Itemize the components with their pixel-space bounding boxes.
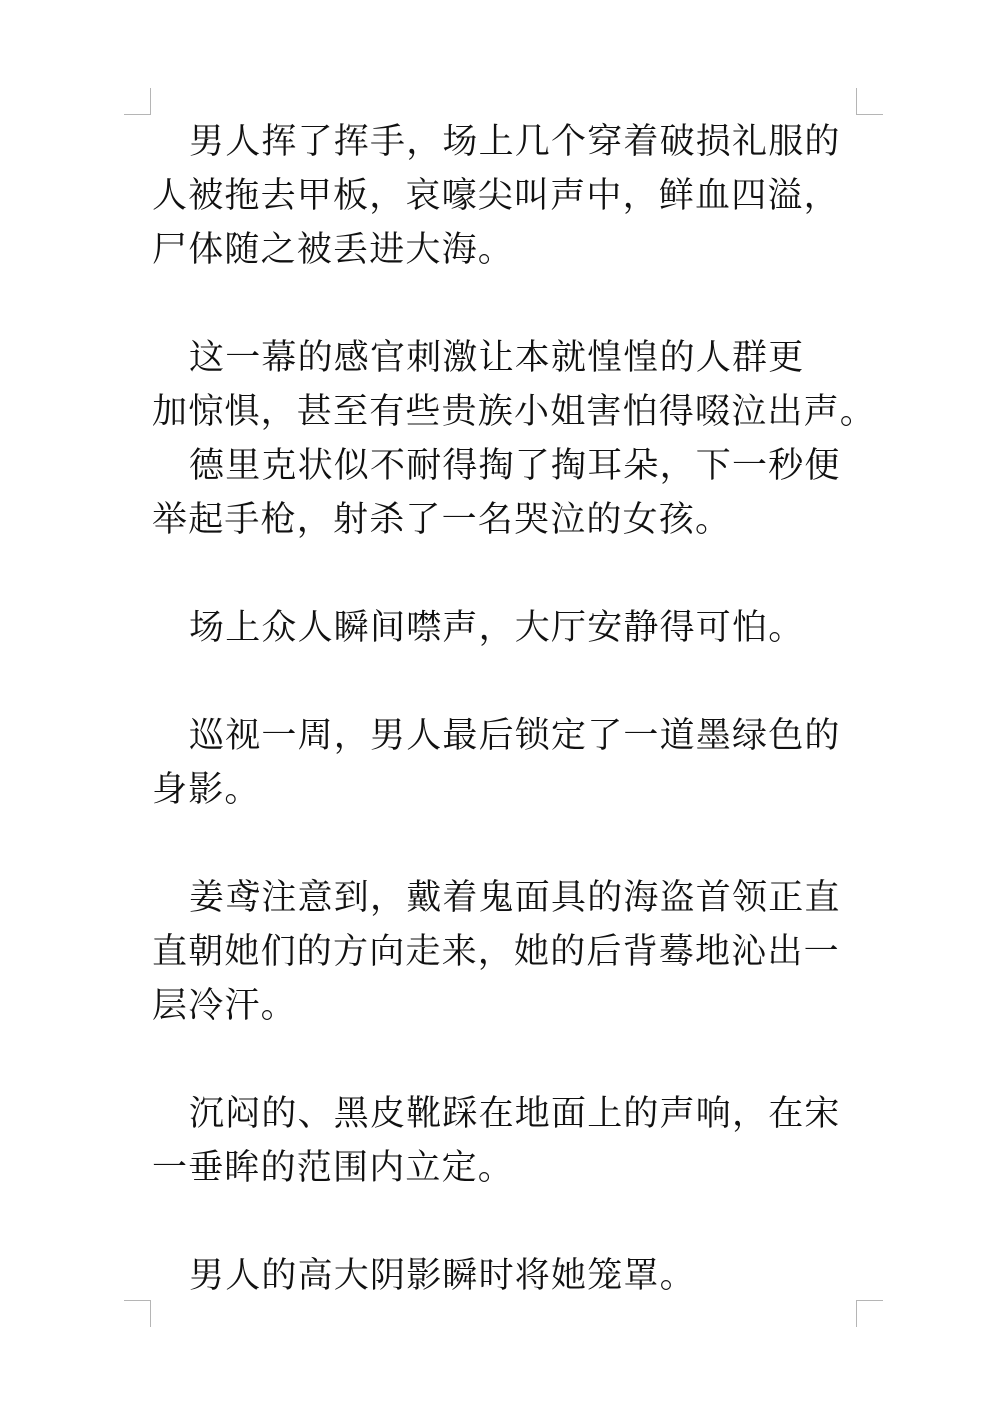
margin-corner-mark-top-left	[124, 88, 151, 115]
paragraph-spacer	[152, 817, 892, 871]
paragraph-spacer	[152, 547, 892, 601]
paragraph: 姜鸢注意到，戴着鬼面具的海盗首领正直 直朝她们的方向走来，她的后背蓦地沁出一 层冷汗。	[152, 878, 841, 1026]
paragraph-spacer	[152, 277, 892, 331]
paragraph-spacer	[152, 1195, 892, 1249]
paragraph-spacer	[152, 1033, 892, 1087]
paragraph: 巡视一周，男人最后锁定了一道墨绿色的 身影。	[152, 716, 841, 810]
paragraph: 这一幕的感官刺激让本就惶惶的人群更 加惊惧，甚至有些贵族小姐害怕得啜泣出声。	[152, 338, 877, 432]
paragraph: 场上众人瞬间噤声，大厅安静得可怕。	[189, 608, 805, 648]
paragraph: 沉闷的、黑皮靴踩在地面上的声响，在宋 一垂眸的范围内立定。	[152, 1094, 841, 1188]
margin-corner-mark-bottom-right	[856, 1300, 883, 1327]
paragraph-spacer	[152, 655, 892, 709]
paragraph: 德里克状似不耐得掏了掏耳朵，下一秒便 举起手枪，射杀了一名哭泣的女孩。	[152, 446, 841, 540]
paragraph: 男人的高大阴影瞬时将她笼罩。	[189, 1256, 696, 1296]
margin-corner-mark-top-right	[856, 88, 883, 115]
paragraph: 男人挥了挥手，场上几个穿着破损礼服的 人被拖去甲板，哀嚎尖叫声中，鲜血四溢， 尸体随之被丢进大海。	[152, 122, 841, 270]
margin-corner-mark-bottom-left	[124, 1300, 151, 1327]
document-body	[152, 115, 892, 1303]
